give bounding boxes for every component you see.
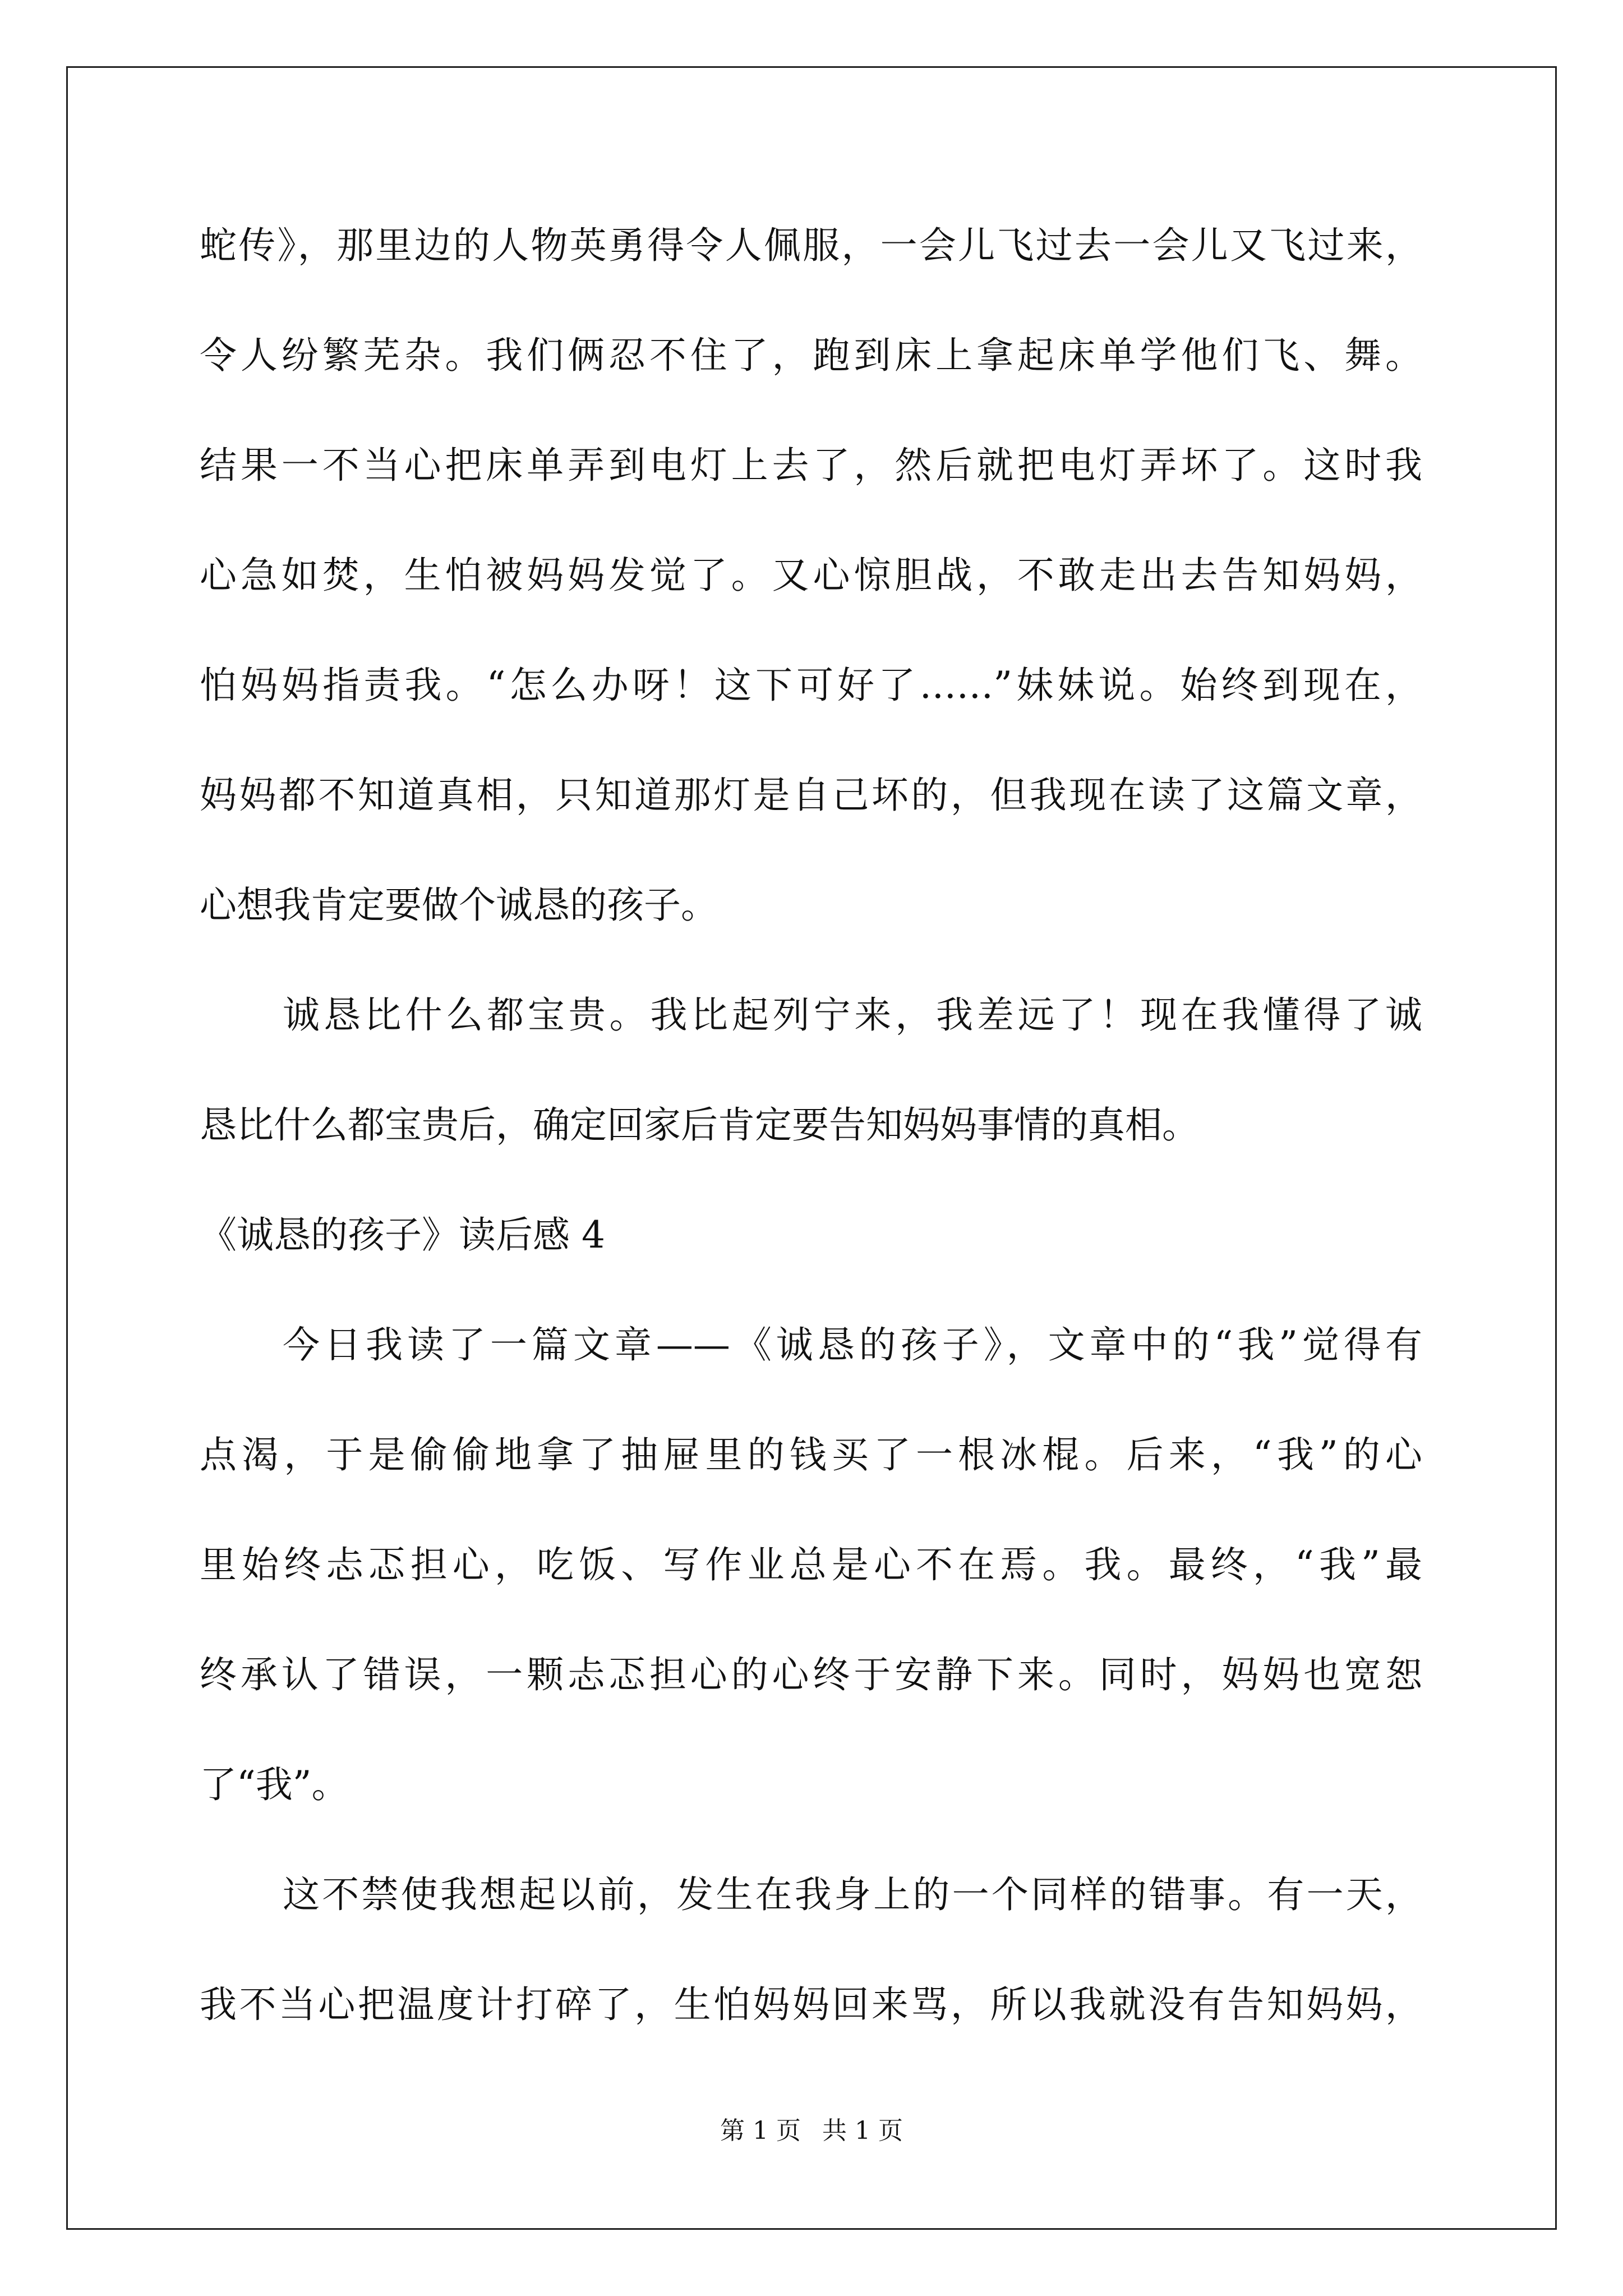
text-line: 了“我”。 xyxy=(200,1763,349,1806)
text-line: 令人纷繁芜杂。我们俩忍不住了，跑到床上拿起床单学他们飞、舞。 xyxy=(200,334,1422,377)
text-line: 结果一不当心把床单弄到电灯上去了，然后就把电灯弄坏了。这时我 xyxy=(200,444,1422,487)
paragraph-start-line: 这不禁使我想起以前，发生在我身上的一个同样的错事。有一天， xyxy=(283,1873,1422,1916)
section-heading: 《诚恳的孩子》读后感 4 xyxy=(200,1213,605,1257)
page-number: 第 1 页 xyxy=(720,2116,801,2145)
text-line: 里始终忐忑担心，吃饭、写作业总是心不在焉。我。最终，“我”最 xyxy=(200,1543,1422,1586)
text-line: 我不当心把温度计打碎了，生怕妈妈回来骂，所以我就没有告知妈妈， xyxy=(200,1983,1422,2026)
text-line: 怕妈妈指责我。“怎么办呀！这下可好了……”妹妹说。始终到现在， xyxy=(200,664,1422,707)
text-line: 心急如焚，生怕被妈妈发觉了。又心惊胆战，不敢走出去告知妈妈， xyxy=(200,554,1422,597)
text-line: 蛇传》，那里边的人物英勇得令人佩服，一会儿飞过去一会儿又飞过来， xyxy=(200,224,1422,267)
page-total: 共 1 页 xyxy=(822,2116,903,2145)
page-footer xyxy=(0,2110,1623,2146)
text-line: 心想我肯定要做个诚恳的孩子。 xyxy=(200,884,718,927)
text-line: 终承认了错误，一颗忐忑担心的心终于安静下来。同时，妈妈也宽恕 xyxy=(200,1653,1422,1696)
paragraph-start-line: 今日我读了一篇文章——《诚恳的孩子》，文章中的“我”觉得有 xyxy=(283,1323,1422,1366)
text-line: 妈妈都不知道真相，只知道那灯是自己坏的，但我现在读了这篇文章， xyxy=(200,774,1422,817)
text-line: 恳比什么都宝贵后，确定回家后肯定要告知妈妈事情的真相。 xyxy=(200,1103,1199,1147)
paragraph-start-line: 诚恳比什么都宝贵。我比起列宁来，我差远了！现在我懂得了诚 xyxy=(283,993,1422,1037)
text-line: 点渴，于是偷偷地拿了抽屉里的钱买了一根冰棍。后来，“我”的心 xyxy=(200,1433,1422,1476)
document-body xyxy=(200,191,1422,2060)
